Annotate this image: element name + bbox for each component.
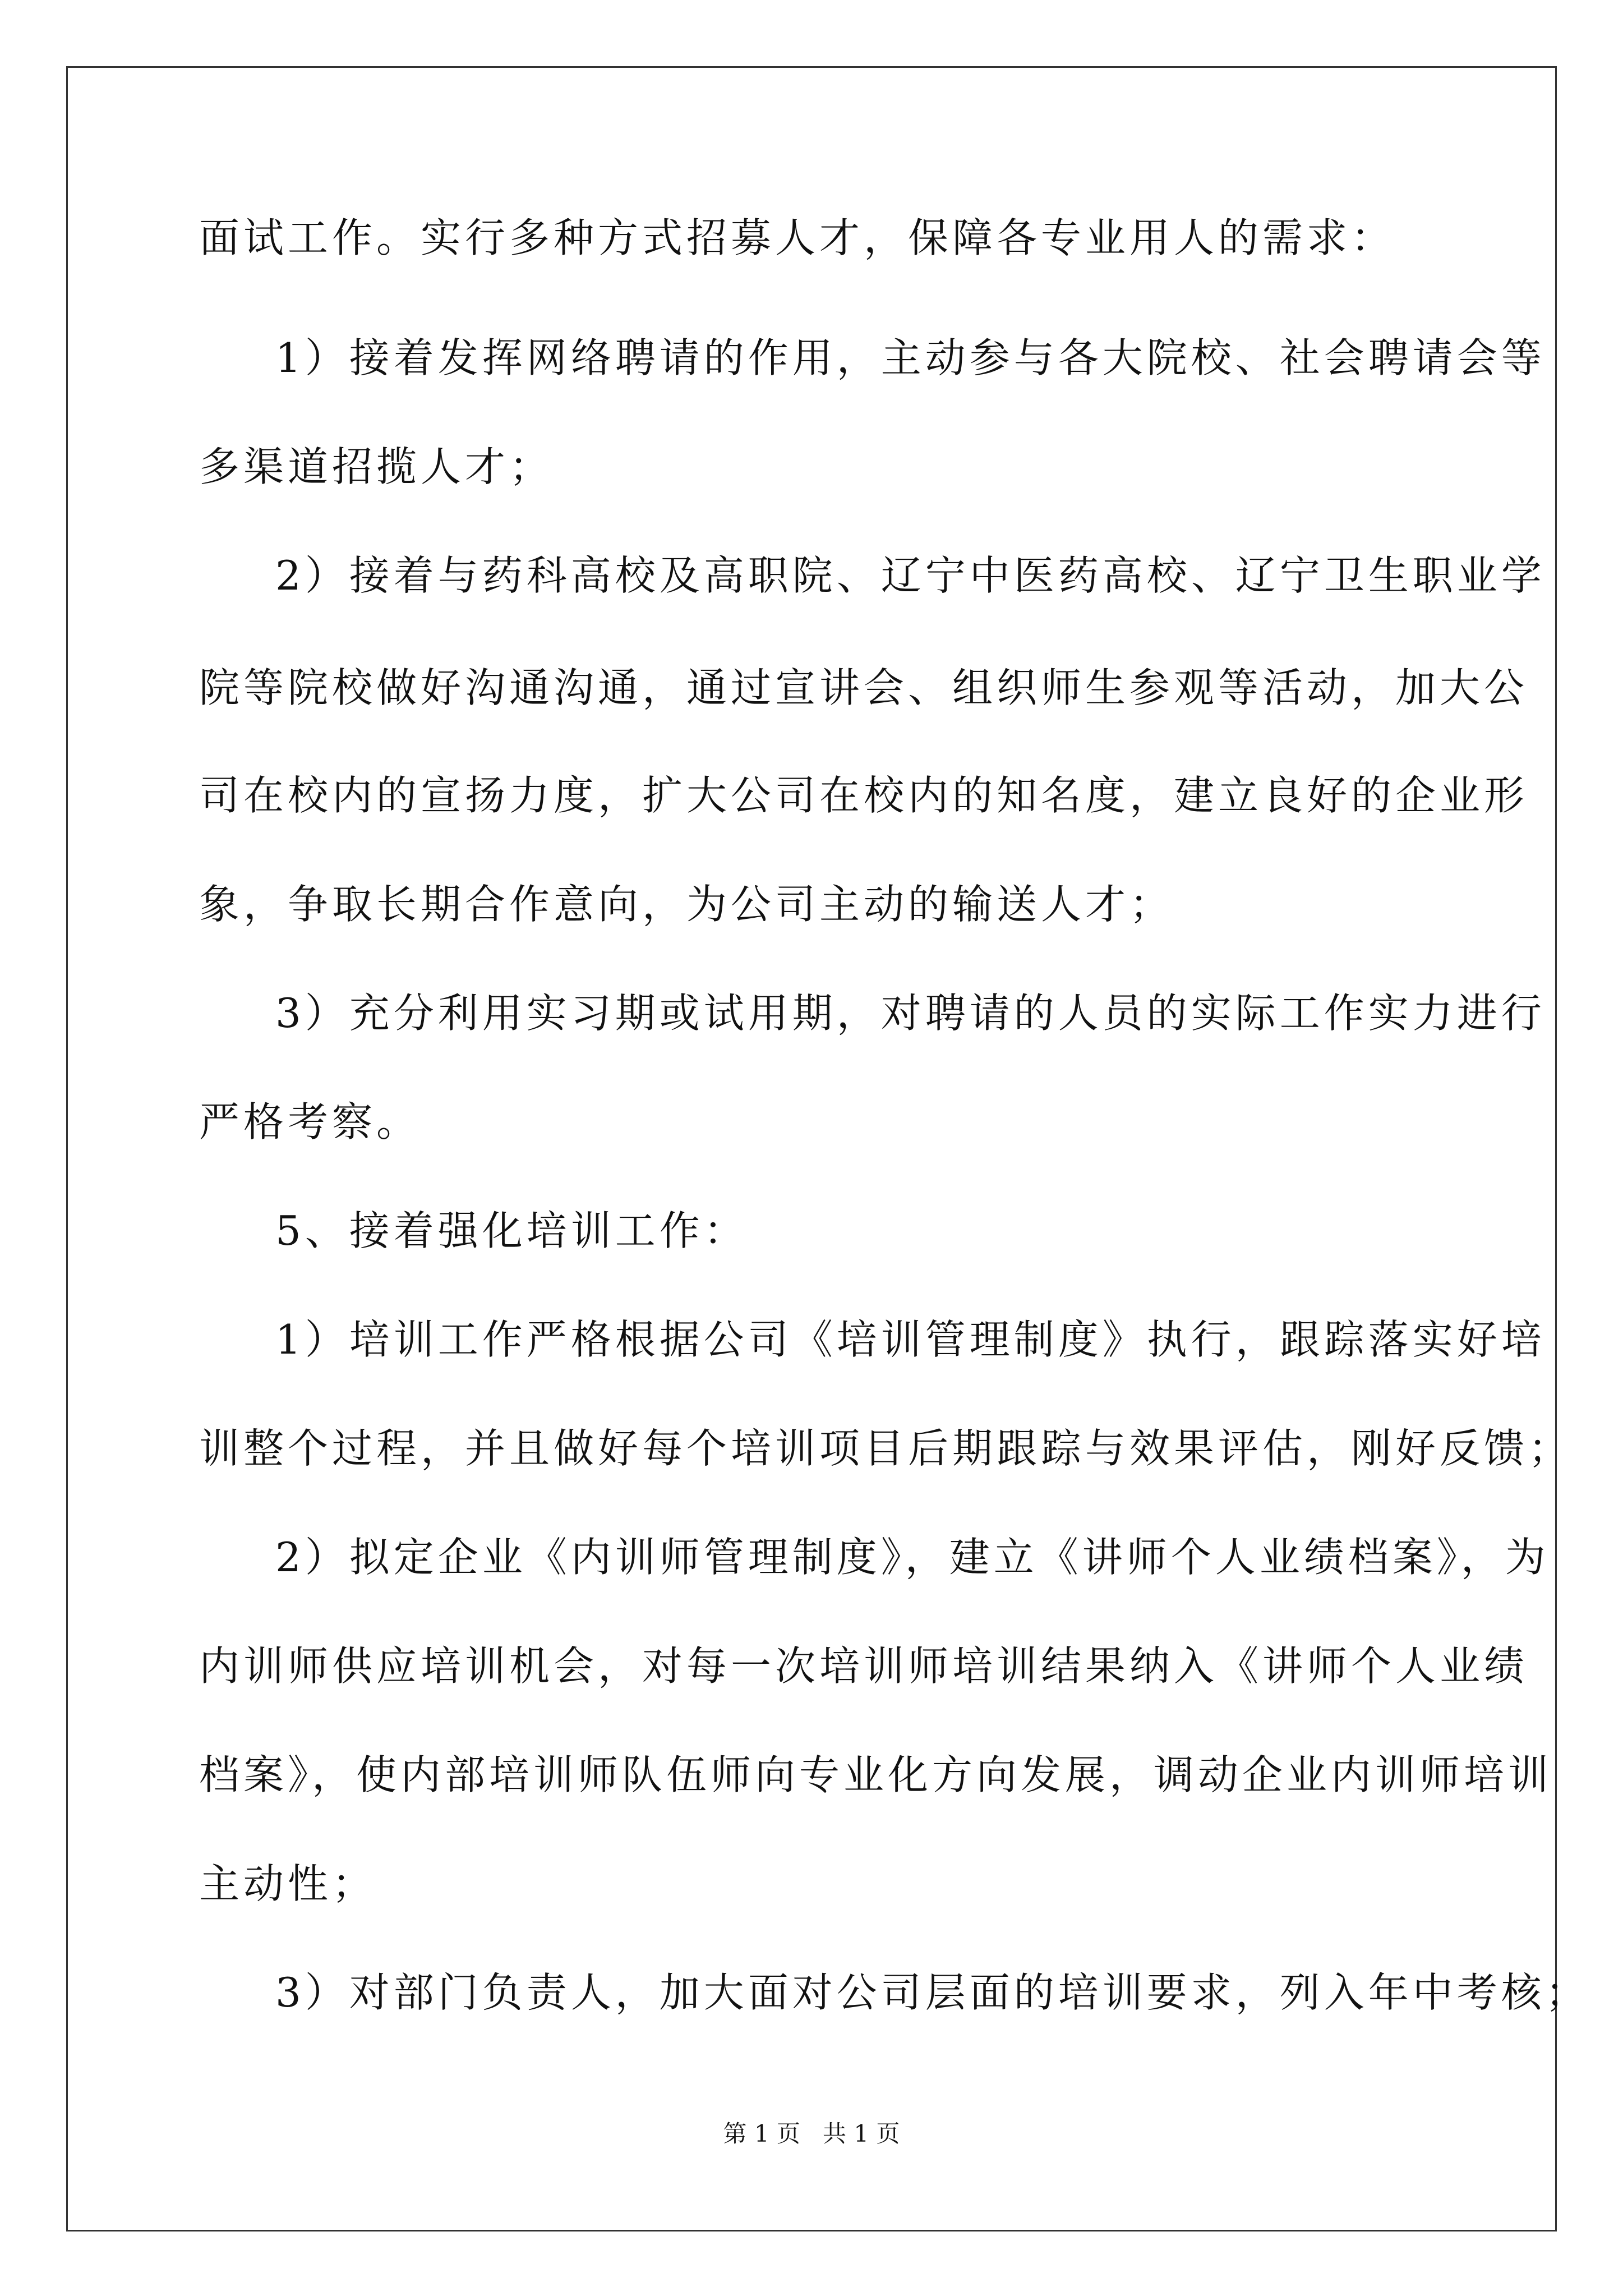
text-line: 3）充分利用实习期或试用期，对聘请的人员的实际工作实力进行: [275, 990, 1546, 1037]
text-line: 训整个过程，并且做好每个培训项目后期跟踪与效果评估，刚好反馈；: [199, 1425, 1573, 1472]
text-line: 2）接着与药科高校及高职院、辽宁中医药高校、辽宁卫生职业学: [275, 552, 1546, 599]
text-line: 3）对部门负责人，加大面对公司层面的培训要求，列入年中考核；: [275, 1969, 1590, 2016]
text-line: 多渠道招揽人才；: [199, 443, 554, 490]
text-line: 内训师供应培训机会，对每一次培训师培训结果纳入《讲师个人业绩: [199, 1642, 1529, 1690]
text-line: 面试工作。实行多种方式招募人才，保障各专业用人的需求：: [199, 214, 1396, 261]
page-footer: 第 1 页 共 1 页: [723, 2120, 900, 2147]
text-line: 院等院校做好沟通沟通，通过宣讲会、组织师生参观等活动，加大公: [199, 664, 1529, 711]
text-line: 司在校内的宣扬力度，扩大公司在校内的知名度，建立良好的企业形: [199, 772, 1529, 819]
text-line: 主动性；: [199, 1860, 377, 1907]
text-line: 2）拟定企业《内训师管理制度》，建立《讲师个人业绩档案》，为: [275, 1534, 1550, 1581]
text-line: 象，争取长期合作意向，为公司主动的输送人才；: [199, 881, 1174, 928]
text-line: 严格考察。: [199, 1098, 421, 1145]
text-line: 1）接着发挥网络聘请的作用，主动参与各大院校、社会聘请会等: [275, 334, 1546, 381]
text-line: 档案》，使内部培训师队伍师向专业化方向发展，调动企业内训师培训: [199, 1751, 1553, 1798]
text-line: 1）培训工作严格根据公司《培训管理制度》执行，跟踪落实好培: [275, 1316, 1546, 1363]
text-line: 5、接着强化培训工作：: [275, 1207, 748, 1254]
